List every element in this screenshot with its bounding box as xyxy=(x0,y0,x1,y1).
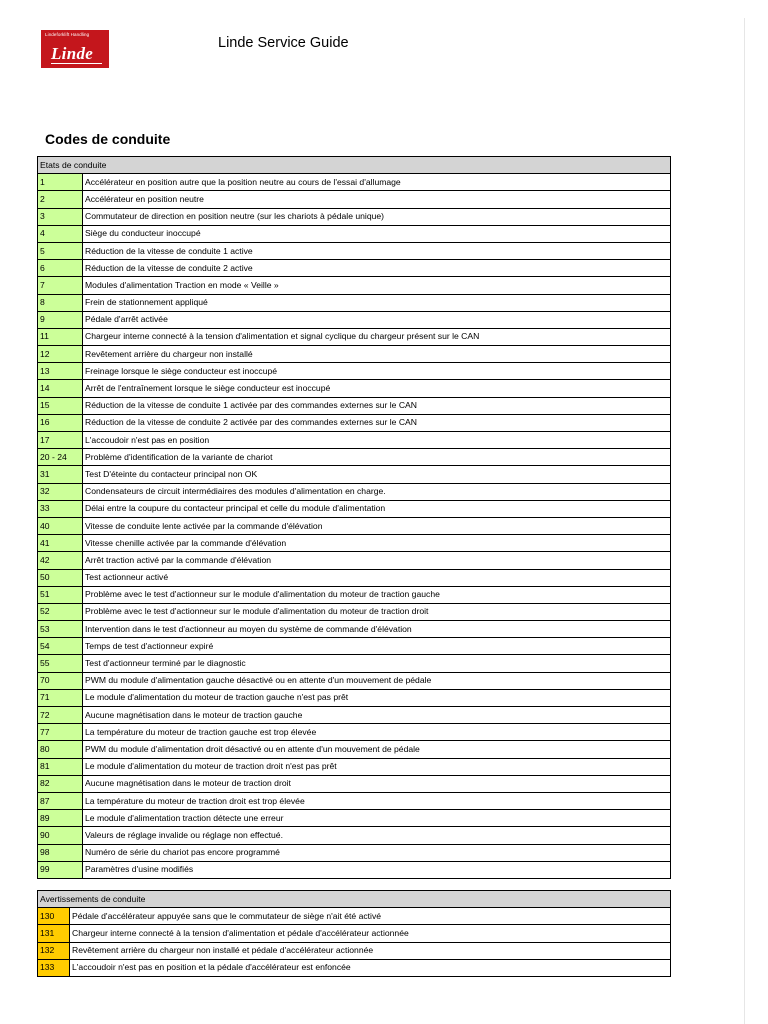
code-cell: 50 xyxy=(38,569,83,586)
code-cell: 8 xyxy=(38,294,83,311)
code-cell: 130 xyxy=(38,908,70,925)
table-row xyxy=(38,328,671,345)
description-cell: Paramètres d'usine modifiés xyxy=(83,861,671,878)
code-cell: 42 xyxy=(38,552,83,569)
table-row xyxy=(38,672,671,689)
description-cell: L'accoudoir n'est pas en position xyxy=(83,432,671,449)
table-row xyxy=(38,380,671,397)
code-cell: 5 xyxy=(38,242,83,259)
description-cell: Condensateurs de circuit intermédiaires des modules d'alimentation en charge. xyxy=(83,483,671,500)
description-cell: Revêtement arrière du chargeur non installé et pédale d'accélérateur actionnée xyxy=(70,942,671,959)
description-cell: Réduction de la vitesse de conduite 1 active xyxy=(83,242,671,259)
description-cell: Réduction de la vitesse de conduite 1 activée par des commandes externes sur le CAN xyxy=(83,397,671,414)
avertissements-header-row xyxy=(38,891,671,908)
table-row xyxy=(38,517,671,534)
description-cell: Le module d'alimentation du moteur de traction gauche n'est pas prêt xyxy=(83,689,671,706)
code-cell: 55 xyxy=(38,655,83,672)
table-row xyxy=(38,174,671,191)
description-cell: Arrêt traction activé par la commande d'élévation xyxy=(83,552,671,569)
description-cell: Revêtement arrière du chargeur non installé xyxy=(83,346,671,363)
table-row xyxy=(38,621,671,638)
logo-underline xyxy=(51,63,102,64)
description-cell: Accélérateur en position autre que la position neutre au cours de l'essai d'allumage xyxy=(83,174,671,191)
description-cell: Pédale d'accélérateur appuyée sans que le commutateur de siège n'ait été activé xyxy=(70,908,671,925)
description-cell: Numéro de série du chariot pas encore programmé xyxy=(83,844,671,861)
description-cell: PWM du module d'alimentation droit désactivé ou en attente d'un mouvement de pédale xyxy=(83,741,671,758)
table-row xyxy=(38,942,671,959)
table-row xyxy=(38,724,671,741)
code-cell: 80 xyxy=(38,741,83,758)
logo-wordmark: Linde xyxy=(51,44,94,63)
code-cell: 40 xyxy=(38,517,83,534)
code-cell: 87 xyxy=(38,792,83,809)
linde-logo xyxy=(41,30,109,68)
description-cell: Accélérateur en position neutre xyxy=(83,191,671,208)
code-cell: 6 xyxy=(38,260,83,277)
table-row xyxy=(38,758,671,775)
table-row xyxy=(38,861,671,878)
table-row xyxy=(38,707,671,724)
description-cell: Problème d'identification de la variante de chariot xyxy=(83,449,671,466)
table-row xyxy=(38,500,671,517)
avertissements-table xyxy=(37,890,671,977)
description-cell: Commutateur de direction en position neutre (sur les chariots à pédale unique) xyxy=(83,208,671,225)
table-row xyxy=(38,908,671,925)
description-cell: Pédale d'arrêt activée xyxy=(83,311,671,328)
description-cell: Le module d'alimentation du moteur de traction droit n'est pas prêt xyxy=(83,758,671,775)
table-row xyxy=(38,638,671,655)
table-row xyxy=(38,466,671,483)
code-cell: 82 xyxy=(38,775,83,792)
code-cell: 98 xyxy=(38,844,83,861)
table-row xyxy=(38,483,671,500)
table-row xyxy=(38,260,671,277)
code-cell: 89 xyxy=(38,810,83,827)
code-cell: 41 xyxy=(38,535,83,552)
table-row xyxy=(38,959,671,976)
table-row xyxy=(38,689,671,706)
code-cell: 16 xyxy=(38,414,83,431)
code-cell: 4 xyxy=(38,225,83,242)
table-row xyxy=(38,191,671,208)
code-cell: 3 xyxy=(38,208,83,225)
code-cell: 7 xyxy=(38,277,83,294)
code-cell: 71 xyxy=(38,689,83,706)
code-cell: 52 xyxy=(38,603,83,620)
code-cell: 90 xyxy=(38,827,83,844)
description-cell: Test d'actionneur terminé par le diagnostic xyxy=(83,655,671,672)
table-row xyxy=(38,655,671,672)
table-row xyxy=(38,208,671,225)
code-cell: 9 xyxy=(38,311,83,328)
table-row xyxy=(38,242,671,259)
table-row xyxy=(38,775,671,792)
description-cell: Le module d'alimentation traction détecte une erreur xyxy=(83,810,671,827)
table-row xyxy=(38,603,671,620)
table-row xyxy=(38,432,671,449)
document-title: Linde Service Guide xyxy=(218,35,349,51)
code-cell: 77 xyxy=(38,724,83,741)
code-cell: 132 xyxy=(38,942,70,959)
description-cell: Valeurs de réglage invalide ou réglage non effectué. xyxy=(83,827,671,844)
description-cell: Arrêt de l'entraînement lorsque le siège conducteur est inoccupé xyxy=(83,380,671,397)
description-cell: Vitesse chenille activée par la commande d'élévation xyxy=(83,535,671,552)
description-cell: Chargeur interne connecté à la tension d'alimentation et pédale d'accélérateur actionnée xyxy=(70,925,671,942)
description-cell: PWM du module d'alimentation gauche désactivé ou en attente d'un mouvement de pédale xyxy=(83,672,671,689)
table-row xyxy=(38,346,671,363)
code-cell: 20 - 24 xyxy=(38,449,83,466)
code-cell: 131 xyxy=(38,925,70,942)
description-cell: L'accoudoir n'est pas en position et la pédale d'accélérateur est enfoncée xyxy=(70,959,671,976)
table-row xyxy=(38,810,671,827)
table-row xyxy=(38,586,671,603)
description-cell: Problème avec le test d'actionneur sur le module d'alimentation du moteur de traction gauche xyxy=(83,586,671,603)
code-cell: 17 xyxy=(38,432,83,449)
code-cell: 14 xyxy=(38,380,83,397)
etats-heading: Etats de conduite xyxy=(38,157,671,174)
table-row xyxy=(38,569,671,586)
description-cell: Aucune magnétisation dans le moteur de traction gauche xyxy=(83,707,671,724)
code-cell: 72 xyxy=(38,707,83,724)
table-row xyxy=(38,414,671,431)
table-row xyxy=(38,827,671,844)
code-cell: 133 xyxy=(38,959,70,976)
code-cell: 81 xyxy=(38,758,83,775)
code-cell: 99 xyxy=(38,861,83,878)
code-cell: 13 xyxy=(38,363,83,380)
code-cell: 11 xyxy=(38,328,83,345)
description-cell: Temps de test d'actionneur expiré xyxy=(83,638,671,655)
table-row xyxy=(38,311,671,328)
table-row xyxy=(38,225,671,242)
description-cell: La température du moteur de traction gauche est trop élevée xyxy=(83,724,671,741)
code-cell: 12 xyxy=(38,346,83,363)
description-cell: Délai entre la coupure du contacteur principal et celle du module d'alimentation xyxy=(83,500,671,517)
table-row xyxy=(38,397,671,414)
code-cell: 1 xyxy=(38,174,83,191)
code-cell: 32 xyxy=(38,483,83,500)
code-cell: 15 xyxy=(38,397,83,414)
table-row xyxy=(38,844,671,861)
table-row xyxy=(38,277,671,294)
page-edge-line xyxy=(744,18,745,1024)
code-cell: 33 xyxy=(38,500,83,517)
description-cell: Problème avec le test d'actionneur sur le module d'alimentation du moteur de traction droit xyxy=(83,603,671,620)
logo-tagline: Lindeforklift Handling xyxy=(45,32,90,37)
table-row xyxy=(38,294,671,311)
description-cell: Freinage lorsque le siège conducteur est inoccupé xyxy=(83,363,671,380)
description-cell: Frein de stationnement appliqué xyxy=(83,294,671,311)
code-cell: 70 xyxy=(38,672,83,689)
table-row xyxy=(38,552,671,569)
description-cell: Vitesse de conduite lente activée par la commande d'élévation xyxy=(83,517,671,534)
etats-header-row xyxy=(38,157,671,174)
table-row xyxy=(38,363,671,380)
description-cell: La température du moteur de traction droit est trop élevée xyxy=(83,792,671,809)
table-row xyxy=(38,449,671,466)
description-cell: Aucune magnétisation dans le moteur de traction droit xyxy=(83,775,671,792)
etats-table xyxy=(37,156,671,879)
code-cell: 53 xyxy=(38,621,83,638)
code-cell: 54 xyxy=(38,638,83,655)
avertissements-heading: Avertissements de conduite xyxy=(38,891,671,908)
description-cell: Intervention dans le test d'actionneur au moyen du système de commande d'élévation xyxy=(83,621,671,638)
description-cell: Réduction de la vitesse de conduite 2 activée par des commandes externes sur le CAN xyxy=(83,414,671,431)
section-title: Codes de conduite xyxy=(45,131,171,147)
table-row xyxy=(38,792,671,809)
code-cell: 31 xyxy=(38,466,83,483)
code-cell: 2 xyxy=(38,191,83,208)
description-cell: Réduction de la vitesse de conduite 2 active xyxy=(83,260,671,277)
description-cell: Siège du conducteur inoccupé xyxy=(83,225,671,242)
description-cell: Chargeur interne connecté à la tension d'alimentation et signal cyclique du chargeur présent sur le CAN xyxy=(83,328,671,345)
description-cell: Modules d'alimentation Traction en mode « Veille » xyxy=(83,277,671,294)
code-cell: 51 xyxy=(38,586,83,603)
table-row xyxy=(38,925,671,942)
table-row xyxy=(38,741,671,758)
description-cell: Test D'éteinte du contacteur principal non OK xyxy=(83,466,671,483)
table-row xyxy=(38,535,671,552)
description-cell: Test actionneur activé xyxy=(83,569,671,586)
